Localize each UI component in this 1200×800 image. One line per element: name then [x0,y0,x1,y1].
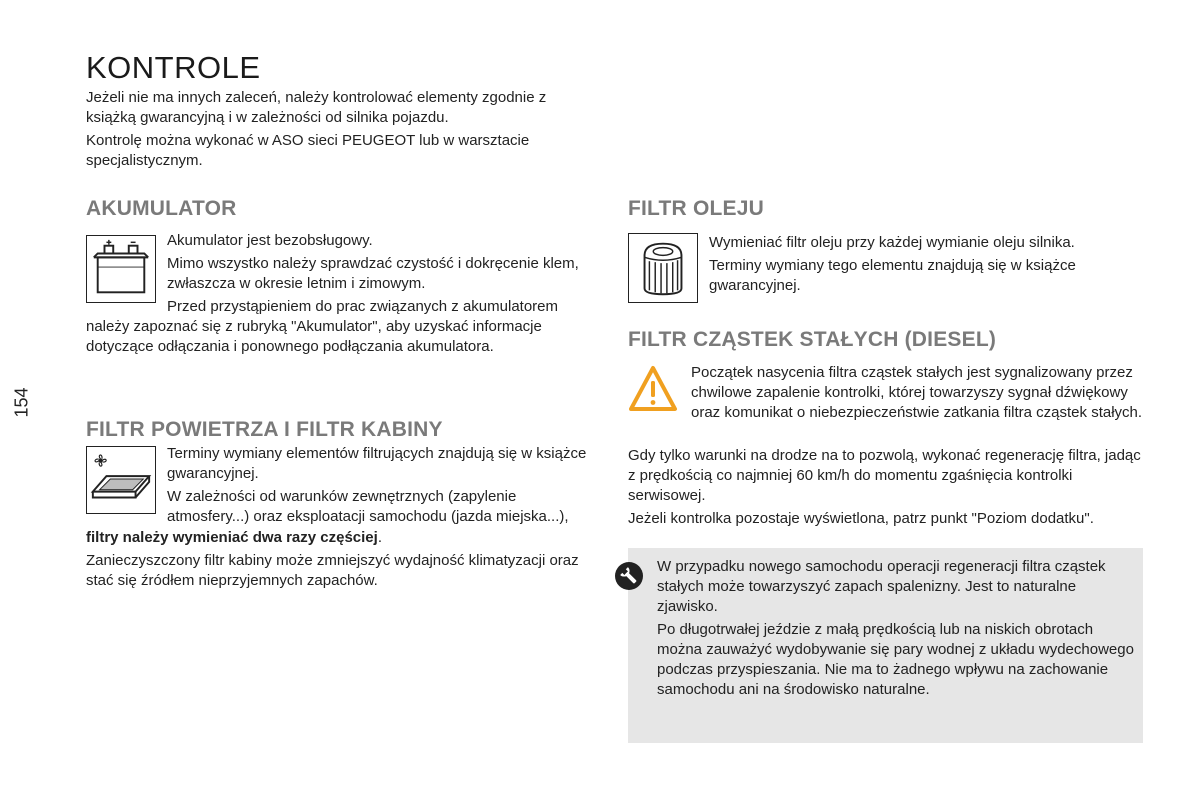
intro-paragraph-1: Jeżeli nie ma innych zaleceń, należy kontrolować elementy zgodnie z książką gwarancyjną i w zależności od silnika pojazdu. [86,89,547,126]
section-heading-filtr-oleju: FILTR OLEJU [628,197,764,220]
note-text [657,557,1135,700]
filtr-powietrza-paragraph-1: Terminy wymiany elementów filtrujących znajdują się w książce gwarancyjnej. [167,445,587,482]
note-paragraph-1: W przypadku nowego samochodu operacji regeneracji filtra cząstek stałych może towarzyszyć zapach spalenizny. Jest to naturalne zjawisko. [657,558,1106,615]
filtr-czastek-paragraph-2: Gdy tylko warunki na drodze na to pozwolą, wykonać regenerację filtra, jadąc z prędkością co najmniej 60 km/h do momentu zgaśnięcia kontrolki serwisowej. [628,447,1141,504]
akumulator-paragraph-2: Mimo wszystko należy sprawdzać czystość i dokręcenie klem, zwłaszcza w okresie letnim i zimowym. [167,255,579,292]
akumulator-paragraph-3b: należy zapoznać się z rubryką "Akumulator", aby uzyskać informacje dotyczące odłączania i ponownego podłączania akumulatora. [86,318,542,355]
filtr-oleju-text [709,233,1149,296]
filtr-powietrza-period: . [377,529,382,546]
filtr-czastek-paragraph-3: Jeżeli kontrolka pozostaje wyświetlona, patrz punkt "Poziom dodatku". [628,510,1094,527]
page-title: KONTROLE [86,50,261,85]
filtr-powietrza-paragraph-2a: W zależności od warunków zewnętrznych (zapylenie atmosfery...) oraz eksploatacji samochodu (jazda miejska...), [167,488,569,525]
filtr-oleju-paragraph-1: Wymieniać filtr oleju przy każdej wymianie oleju silnika. [709,234,1075,251]
filtr-powietrza-paragraph-2b [86,528,596,548]
section-heading-filtr-czastek: FILTR CZĄSTEK STAŁYCH (DIESEL) [628,328,997,351]
akumulator-paragraph-3a: Przed przystąpieniem do prac związanych z akumulatorem [167,298,559,315]
note-paragraph-2: Po długotrwałej jeździe z małą prędkością lub na niskich obrotach można zauważyć wydobywanie się pary wodnej z układu wydechowego podczas przyspieszania. Nie ma to żadnego wpływu na zachowanie samochodu ani na środowisko naturalne. [657,621,1134,698]
filtr-czastek-text-full [628,446,1148,529]
filtr-oleju-paragraph-2: Terminy wymiany tego elementu znajdują się w książce gwarancyjnej. [709,257,1076,294]
filtr-powietrza-paragraph-3: Zanieczyszczony filtr kabiny może zmniejszyć wydajność klimatyzacji oraz stać się źródłem nieprzyjemnych zapachów. [86,552,579,589]
section-heading-filtr-powietrza: FILTR POWIETRZA I FILTR KABINY [86,418,443,441]
info-wrench-icon [614,561,644,591]
filtr-czastek-text-beside-icon [691,363,1146,423]
air-filter-icon [86,446,156,514]
warning-triangle-icon [628,364,678,414]
page-number: 154 [11,386,32,418]
filtr-powietrza-text-beside-icon [167,444,587,527]
akumulator-paragraph-1: Akumulator jest bezobsługowy. [167,232,373,249]
filtr-powietrza-bold-warning: filtry należy wymieniać dwa razy częściej [86,529,378,546]
filtr-powietrza-text-full [86,528,596,591]
akumulator-text-full [86,317,591,357]
akumulator-text-beside-icon [167,231,587,317]
intro-paragraph-2: Kontrolę można wykonać w ASO sieci PEUGEOT lub w warsztacie specjalistycznym. [86,132,530,169]
oil-filter-icon [628,233,698,303]
intro-text [86,88,596,174]
section-heading-akumulator: AKUMULATOR [86,197,237,220]
filtr-czastek-paragraph-1: Początek nasycenia filtra cząstek stałych jest sygnalizowany przez chwilowe zapalenie kontrolki, której towarzyszy sygnał dźwiękowy oraz komunikat o niebezpieczeństwie zatkania filtra cząstek stałych. [691,364,1143,421]
battery-icon [86,235,156,303]
